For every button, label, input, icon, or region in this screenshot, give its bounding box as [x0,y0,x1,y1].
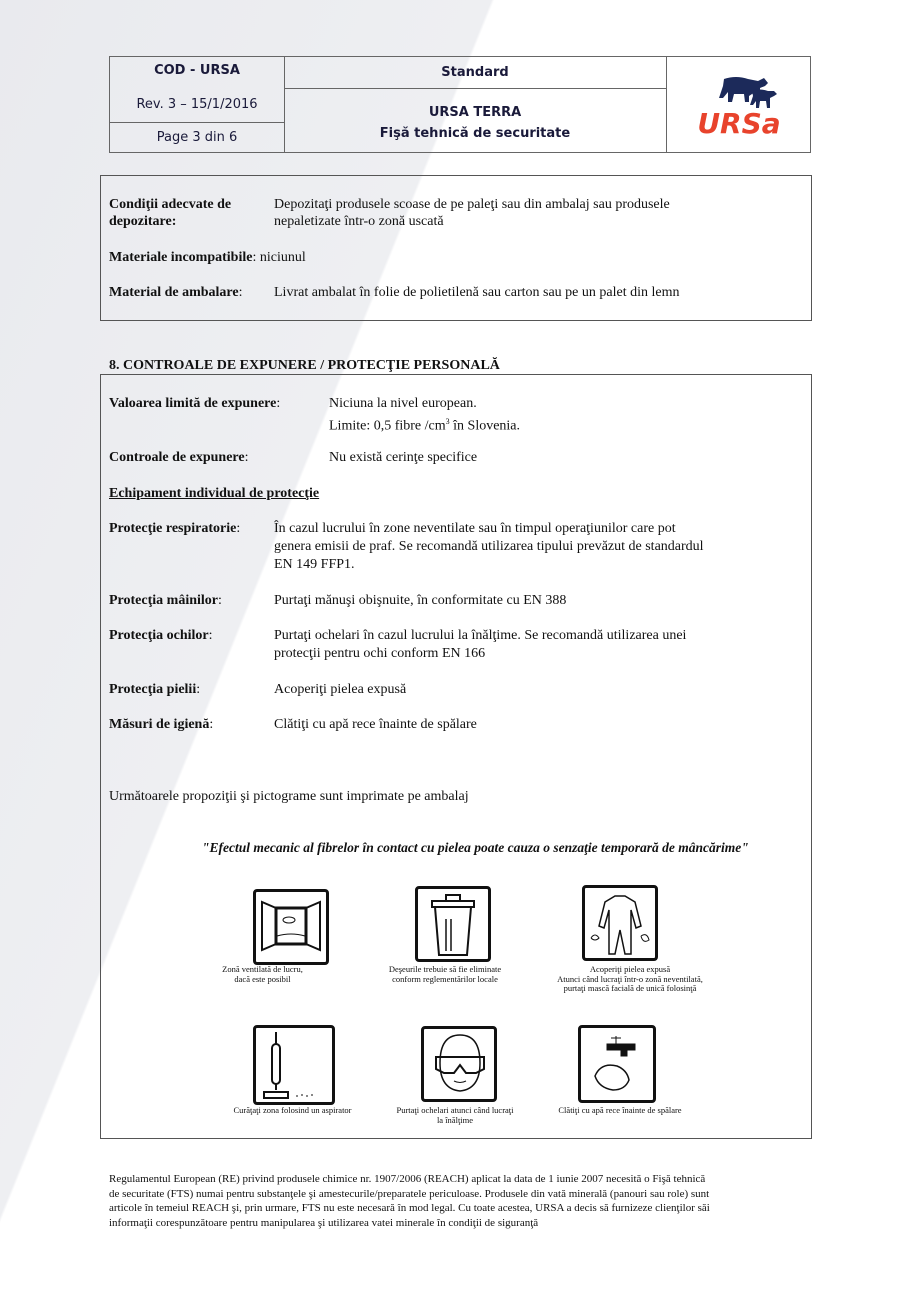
section-8-title: 8. CONTROALE DE EXPUNERE / PROTECŢIE PERSONALĂ [109,358,500,373]
exposure-limit-label: Valoarea limită de expunere: [109,396,281,411]
storage-label: Condiţii adecvate de [109,197,232,212]
packaging-note: Următoarele propoziţii şi pictograme sunt imprimate pe ambalaj [109,789,469,804]
ursa-logo [666,75,812,141]
standard-label: Standard [441,65,509,80]
pictogram-caption: Deşeurile trebuie să fie eliminate conform reglementărilor locale [388,964,502,984]
safety-goggles-icon [421,1026,497,1102]
pictogram-caption: Purtaţi ochelari atunci când lucraţi la înălţime [396,1105,514,1125]
revision: Rev. 3 – 15/1/2016 [136,97,258,112]
exposure-limit-value: Niciuna la nivel european. [329,396,477,411]
document-header [109,56,811,153]
pictogram-caption: Clătiţi cu apă rece înainte de spălare [558,1105,682,1115]
skin-label: Protecţia pielii: [109,682,201,697]
hands-label: Protecţia mâinilor: [109,593,222,608]
page-number: Page 3 din 6 [156,130,238,145]
trash-bin-icon [415,886,491,962]
packaging-label: Material de ambalare: [109,285,243,300]
doc-title: Fişă tehnică de securitate [379,126,571,141]
respiratory-label: Protecţie respiratorie: [109,521,241,536]
quote: "Efectul mecanic al fibrelor în contact cu pielea poate cauza o senzaţie temporară de mâncărime" [202,840,749,855]
svg-text:URSa: URSa [697,107,781,137]
ppe-heading: Echipament individual de protecţie [109,486,320,501]
incompatible-value: : niciunul [252,250,306,265]
incompatible-label: Materiale incompatibile [109,250,253,265]
pictogram-caption: Acoperiţi pielea expusă Atunci când lucraţi într-o zonă neventilată, purtaţi mască facială de unică folosinţă [557,964,703,993]
packaging-value: Livrat ambalat în folie de polietilenă sau carton sau pe un palet din lemn [274,285,680,300]
open-window-icon [253,889,329,965]
storage-label-cont: depozitare: [109,214,177,229]
storage-value: Depozitaţi produsele scoase de pe paleţi sau din ambalaj sau produsele [274,197,670,212]
skin-value: Acoperiţi pielea expusă [274,682,407,697]
incompatible-row [109,249,306,267]
vacuum-cleaner-icon [253,1025,335,1105]
exposure-controls-value: Nu există cerinţe specifice [329,450,478,465]
respiratory-value-2: genera emisii de praf. Se recomandă utilizarea tipului prevăzut de standardul [274,539,704,554]
hygiene-value: Clătiţi cu apă rece înainte de spălare [274,717,477,732]
exposure-controls-label: Controale de expunere: [109,450,249,465]
pictogram-caption: Curăţaţi zona folosind un aspirator [233,1105,352,1115]
pictogram-caption: Zonă ventilată de lucru, dacă este posibil [222,964,303,984]
eyes-value-2: protecţii pentru ochi conform EN 166 [274,646,486,661]
respiratory-value-3: EN 149 FFP1. [274,557,355,572]
storage-box [100,175,812,321]
pictogram-panel [195,835,800,1135]
respiratory-value: În cazul lucrului în zone neventilate sau în timpul operaţiunilor care pot [274,521,676,536]
protective-suit-icon [582,885,658,961]
product-name: URSA TERRA [428,105,522,120]
eyes-value: Purtaţi ochelari în cazul lucrului la înălţime. Se recomandă utilizarea unei [274,628,687,643]
reach-footnote: Regulamentul European (RE) privind produsele chimice nr. 1907/2006 (REACH) aplicat la data de 1 iunie 2007 necesită o Fişă tehnică de securitate (FTS) numai pentru substanţele şi amestecurile/preparatele periculoase. Produsele din vată minerală (panouri sau role) sunt articole în temeiul REACH şi, prin urmare, FTS nu este necesară în mod legal. Cu toate acestea, URSA a decis să furnizeze clienţilor săi informaţii corespunzătoare pentru manipularea şi utilizarea vatei minerale în condiţii de siguranţă [109,1173,710,1229]
storage-value-cont: nepaletizate într-o zonă uscată [274,214,444,229]
hand-washing-icon [578,1025,656,1103]
hygiene-label: Măsuri de igienă: [109,717,214,732]
eyes-label: Protecţia ochilor: [109,628,213,643]
hands-value: Purtaţi mănuşi obişnuite, în conformitate cu EN 388 [274,593,567,608]
exposure-limit-slovenia: Limite: 0,5 fibre $/cm^3$ în Slovenia. [329,417,521,434]
doc-code: COD - URSA [154,63,240,78]
